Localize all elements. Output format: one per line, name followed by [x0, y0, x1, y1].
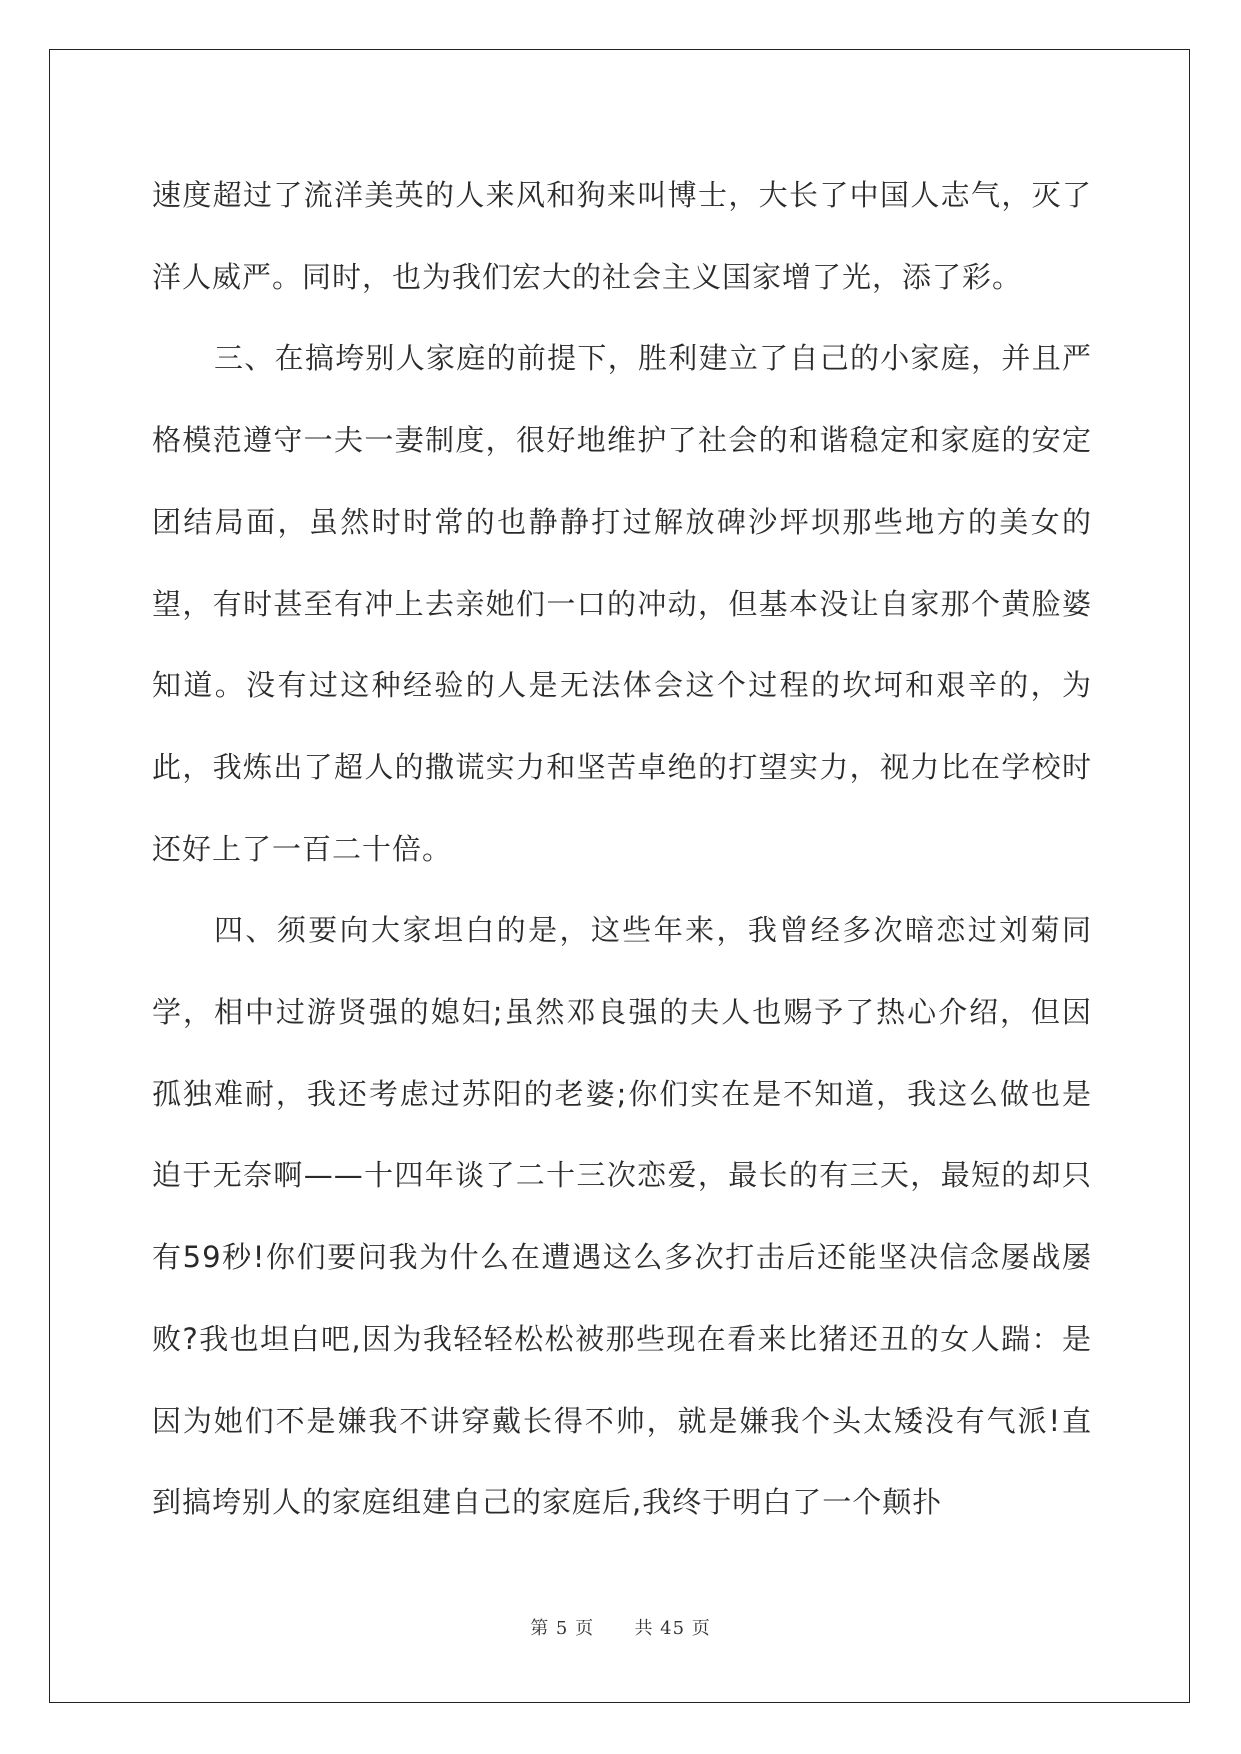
paragraph-three: 三、在搞垮别人家庭的前提下，胜利建立了自己的小家庭，并且严格模范遵守一夫一妻制度，很好地维护了社会的和谐稳定和家庭的安定团结局面，虽然时时常的也静静打过解放碑沙坪坝那些地方的美女的望，有时甚至有冲上去亲她们一口的冲动，但基本没让自家那个黄脸婆知道。没有过这种经验的人是无法体会这个过程的坎坷和艰辛的，为此，我炼出了超人的撒谎实力和坚苦卓绝的打望实力，视力比在学校时还好上了一百二十倍。 — [152, 341, 1092, 866]
document-body — [152, 155, 1092, 1544]
paragraph-continued: 速度超过了流洋美英的人来风和狗来叫博士，大长了中国人志气，灭了洋人威严。同时，也为我们宏大的社会主义国家增了光，添了彩。 — [152, 178, 1092, 294]
page-footer — [0, 1614, 1241, 1640]
page-total: 共 45 页 — [634, 1618, 711, 1639]
paragraph-four: 四、须要向大家坦白的是，这些年来，我曾经多次暗恋过刘菊同学，相中过游贤强的媳妇;虽然邓良强的夫人也赐予了热心介绍，但因孤独难耐，我还考虑过苏阳的老婆;你们实在是不知道，我这么做也是迫于无奈啊——十四年谈了二十三次恋爱，最长的有三天，最短的却只有59秒!你们要问我为什么在遭遇这么多次打击后还能坚决信念屡战屡败?我也坦白吧,因为我轻轻松松被那些现在看来比猪还丑的女人踹：是因为她们不是嫌我不讲穿戴长得不帅，就是嫌我个头太矮没有气派!直到搞垮别人的家庭组建自己的家庭后,我终于明白了一个颠扑 — [152, 913, 1092, 1520]
page-number: 第 5 页 — [530, 1618, 595, 1639]
